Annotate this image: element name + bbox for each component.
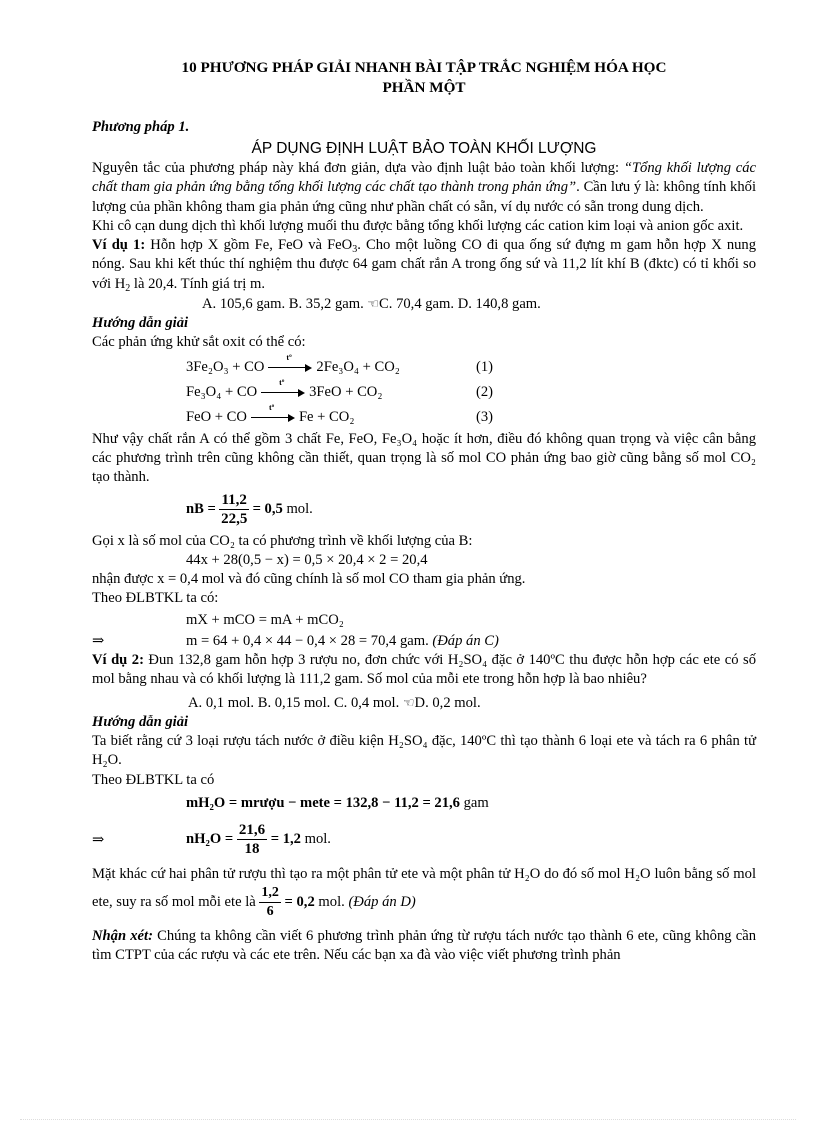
x-result: nhận được x = 0,4 mol và đó cũng chính là số mol CO tham gia phản ứng. (92, 571, 526, 588)
heat-arrow-icon: tº (251, 412, 295, 422)
guide-label-1: Hướng dẫn giải (92, 315, 189, 332)
nB-formula: nB = $\frac{11,2}{22,5}$ = 0,5 mol. (186, 492, 313, 528)
example-1-question: Ví dụ 1: Hỗn hợp X gồm Fe, FeO và FeO$_3$. Cho một luồng CO đi qua ống sứ đựng m gam hỗn hợp X nung nóng. Sau khi kết thúc thí nghiệm thu được 64 gam chất rắn A trong ống sứ và 11,2 lít khí B (đktc) có tỉ khối so với $H_2$ là 20,4. Tính giá trị m. (92, 237, 757, 294)
example-2-question: Ví dụ 2: Đun 132,8 gam hỗn hợp 3 rượu no, đơn chức với H₂SO₄ đặc ở 140ºC thu được hỗn hợp các ete có số mol bằng nhau và có khối lượng là 111,2 gam. Số mol của mỗi ete trong hỗn hợp là bao nhiêu? (92, 652, 756, 688)
hand-pointer-icon: ☜ (367, 296, 380, 312)
remark-paragraph: Nhận xét: Chúng ta không cần viết 6 phương trình phản ứng từ rượu tách nước tạo thành 6 ete, cũng không cần tìm CTPT của các rượu và các ete trên. Nếu các bạn xa đà vào việc viết phương trình phản (92, 928, 756, 964)
let-x-text: Gọi x là số mol của CO₂ ta có phương trình về khối lượng của B: (92, 532, 473, 549)
ete-paragraph: Mặt khác cứ hai phân tử rượu thì tạo ra một phân tử ete và một phân tử H₂O do đó số mol H₂O luôn bằng số mol ete, suy ra số mol mỗi ete là $\frac{1,2}{6}$ = 0,2 mol. (Đáp án D) (92, 865, 756, 920)
principle-paragraph-2: Khi cô cạn dung dịch thì khối lượng muối thu được bằng tổng khối lượng các cation kim loại và anion gốc axit. (92, 217, 744, 234)
heat-arrow-icon: tº (268, 362, 312, 372)
conservation-equation: mX + mCO = mA + mCO₂ (186, 611, 344, 628)
reaction-1: 3Fe₂O₃ + CO tº 2Fe₃O₄ + CO₂ (1) (186, 353, 494, 375)
heat-arrow-icon: tº (261, 387, 305, 397)
h2o-mass-formula: mH₂O = mrượu − mete = 132,8 − 11,2 = 21,6 gam (186, 795, 489, 812)
answer-d: (Đáp án D) (348, 893, 416, 910)
reactions-intro: Các phản ứng khử sắt oxit có thể có: (92, 334, 306, 351)
document-page (92, 58, 756, 966)
reaction-2: Fe₃O₄ + CO tº 3FeO + CO₂ (2) (186, 378, 494, 400)
fraction: $\frac{21,6}{18}$ (238, 822, 266, 858)
method-label: Phương pháp 1. (92, 119, 190, 135)
conservation-intro: Theo ĐLBTKL ta có: (92, 590, 219, 607)
hand-pointer-icon: ☜ (402, 694, 415, 710)
document-part-title: PHẦN MỘT (382, 79, 466, 96)
guide-2-paragraph: Ta biết rằng cứ 3 loại rượu tách nước ở điều kiện H₂SO₄ đặc, 140ºC thì tạo thành 6 loại ete và tách ra 6 phân tử H₂O. (92, 732, 756, 769)
document-title: 10 PHƯƠNG PHÁP GIẢI NHANH BÀI TẬP TRẮC NGHIỆM HÓA HỌC (181, 59, 667, 76)
reaction-3: FeO + CO tº Fe + CO₂ (3) (186, 403, 494, 425)
h2o-mol-formula: ⇒ nH₂O = $\frac{21,6}{18}$ = 1,2 mol. (92, 822, 331, 858)
explanation-paragraph: Như vậy chất rắn A có thể gồm 3 chất Fe, FeO, Fe₃O₄ hoặc ít hơn, điều đó không quan trọng và việc cân bằng các phương trình trên cũng không cần thiết, quan trọng là số mol CO phản ứng bao giờ cũng bằng số mol CO₂ tạo thành. (92, 430, 756, 486)
guide-label-2: Hướng dẫn giải (92, 713, 189, 730)
fraction: $\frac{11,2}{22,5}$ (221, 492, 248, 528)
fraction: $\frac{1,2}{6}$ (261, 885, 279, 920)
example-1-options: A. 105,6 gam. B. 35,2 gam. ☜C. 70,4 gam. D. 140,8 gam. (202, 296, 541, 313)
page-bottom-border (20, 1119, 796, 1120)
answer-c: (Đáp án C) (432, 632, 499, 649)
principle-quote: “Tổng khối lượng các chất tham gia phản ứng bằng tổng khối lượng các chất tạo thành trong phản ứng” (92, 160, 756, 196)
mass-equation: 44x + 28(0,5 − x) = 0,5 × 20,4 × 2 = 20,4 (186, 551, 428, 568)
method-subtitle: ÁP DỤNG ĐỊNH LUẬT BẢO TOÀN KHỐI LƯỢNG (251, 140, 597, 157)
conservation-intro-2: Theo ĐLBTKL ta có (92, 771, 215, 788)
example-2-options: A. 0,1 mol. B. 0,15 mol. C. 0,4 mol. ☜D. 0,2 mol. (188, 694, 481, 711)
principle-paragraph: Nguyên tắc của phương pháp này khá đơn giản, dựa vào định luật bảo toàn khối lượng: “Tổng khối lượng các chất tham gia phản ứng bằng tổng khối lượng các chất tạo thành trong phản ứng”. Cần lưu ý là: không tính khối lượng của phần không tham gia phản ứng cũng như phần chất có sẵn, ví dụ nước có sẵn trong dung dịch. (92, 160, 756, 215)
m-result: ⇒ m = 64 + 0,4 × 44 − 0,4 × 28 = 70,4 gam. (Đáp án C) (92, 632, 499, 649)
